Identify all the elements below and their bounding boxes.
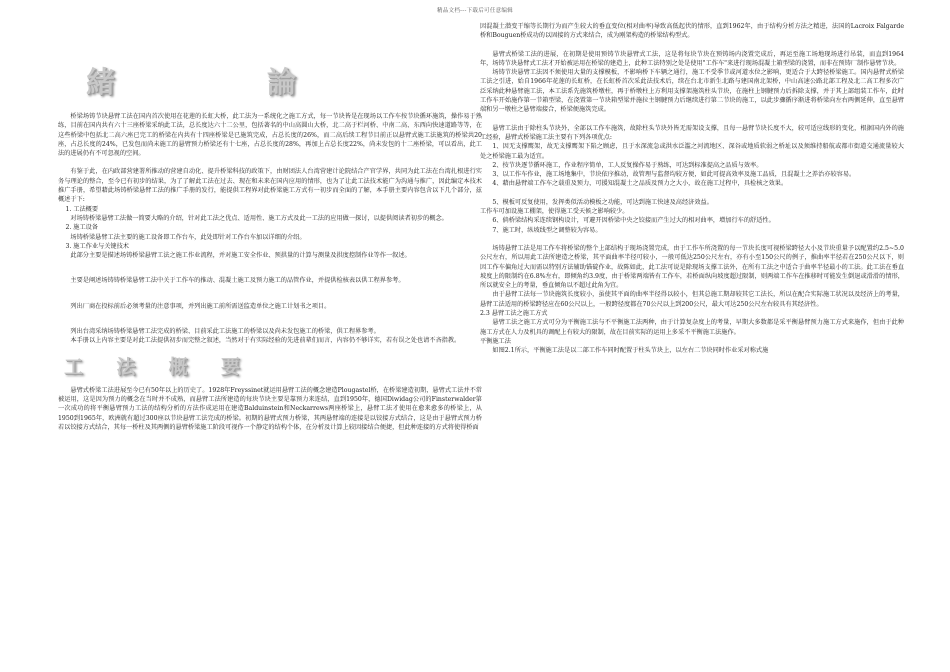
advantage-item-7: 7、施工时，纵坡线型之调整较为容易。	[492, 226, 602, 234]
advantage-item-2: 2、按节块逐节循环施工，作业程序简单，工人反复操作易于熟练，可达到标准提高之品质与效率。	[492, 161, 763, 169]
list-item-body-1: 对场铸桥梁悬臂工法做一简要大略的介绍，针对此工法之优点、适用性、施工方式及此一工法的应用做一探讨，以提供阅读者初步的概念。	[70, 214, 448, 222]
advantage-item-5-note: 工作车可加设施工棚架，使得施工受天候之影响较少。	[480, 208, 629, 216]
right-column	[480, 22, 904, 356]
chapter-title-char-1: 緒	[86, 65, 116, 99]
paragraph-closing: 本手册以上内容主要是对此工法提供初步而完整之叙述，当然对于有实际经验的先进前辈们而言，内容仍不够详实，若有误之处也请不吝指教。	[70, 337, 461, 345]
section-title-char-1: 工	[64, 355, 84, 378]
list-item-heading-1: 1. 工法概要	[65, 205, 99, 213]
section-title-char-4: 要	[220, 355, 240, 378]
paragraph-curvature: 场铸悬臂工法是用工作车将桥梁的整个上部结构于现场浇置完成，由于工作车所浇置的每一节块长度可视桥梁跨径大小及节块重量予以配置约2.5~5.0公尺左右，所以用此工法所建造之桥梁，其平面曲率半径可较小，一般可低达250公尺左右，亦有小至150公尺的例子，推曲率半径若在250公尺以下，则因工作车偏角过大而需以特别方法辅助锚碇作业，故陈如此，此工法可说是除现场支撑工法外，在所有工法之中适合于曲率半径最小的工法。此工法在垂直坡度上的限制约在6.8%左右，即倾角约3.9度，由于桥梁两端皆有工作车，若桥面纵向坡度超过限制，则两端工作车在推移时可能发生倒退或滑滑的情形，所以就安全上的考量，垂直倾角以不超过此角为宜。	[480, 244, 904, 290]
section-title-char-2: 法	[116, 355, 136, 378]
paragraph-span: 由于悬臂工法每一节块施筑长度较小，虽使其平面的曲率半径得以较小，但其总施工期却较其它工法长，所以在配合实际施工状况以及经济上的考量，悬臂工法适用的桥梁跨径应在60公尺以上，一般跨径度都在70公尺以上到200公尺，最大可达250公尺左右较具有其经济性。	[480, 291, 904, 308]
advantage-item-5: 5、模板可反复使用，发挥类似活动模板之功能，可达到施工快速及高经济效益。	[492, 198, 713, 206]
advantage-item-3: 3、以工作车作业，施工场地集中，节块依序推动，故管理与监督均较方便，如此可提高效率及施工品质，且混凝土之养治亦较容易。	[492, 171, 856, 179]
left-column	[58, 22, 482, 432]
paragraph-cast-in-place: 场铸节块悬臂工法因不须使用大量的支撑模板，不影响桥下车辆之通行，施工不受季节或河道水位之影响，更适合于大跨径桥梁施工。国内悬臂式桥梁工法之引进，始自1966年花莲的长虹桥，在长虹桥首次采此法技术后，续在台北市新生北路与建国南北架桥，中山高速公路北部工程及北二高工程多次广泛采纳此种悬臂施工法，本工法系先施筑桥墩柱，再于桥墩柱上方利用支撑架施筑柱头节块，在施柱上钢腱预力后拆除支撑，并于其上部组装工作车，此时工作车开始施作第一节箱型梁，在浇置第一节块箱型梁并施拉主钢腱预力后继续进行第二节块的施工，以此步骤循序渐进将桥梁向左右两侧延伸，直至悬臂端和另一墩柱之悬臂端接合，桥梁便施筑完成。	[480, 69, 904, 114]
page-header: 精品文档---下载后可任意编辑	[436, 8, 514, 14]
method-heading: 平衡施工法	[480, 337, 511, 345]
paragraph-tender: 列出厂商在投标前后必须考量的注意事项，并列出施工前所需送监造单位之施工计划书之项目。	[70, 302, 331, 310]
section-title-char-3: 概	[168, 355, 188, 378]
paragraph-precast: 悬臂式桥梁工法的进展，在初期是使用预铸节块悬臂式工法，这是将每块节块在预铸场内浇置完成后，再运至施工场地现场进行吊装，而直到1964年，场铸节块悬臂式工法才开始被运用在桥梁的建造上，此种工法特别之处是使用"工作车"来进行现场混凝土箱型梁的浇置，而非在预铸厂制作悬臂节块。	[480, 50, 904, 67]
advantage-item-4: 4、藉由悬臂端工作车之载重及预力，可援知混凝土之品质及预力之大小，故在施工过程中，具检核之效果。	[492, 180, 788, 188]
intro-paragraph-2: 有鉴于此，在内政部营建署所推动的营建自动化、提升桥梁科技的政策下，由财团法人台湾营建计论院结合产官学界，共同为此工法在台湾扎根进行实务与理论的整合，至今已有初步的结果，为了了解此工法在过去、现在和未来在国内应用的情形，也为了让此工法技术能广为沟通与推广，因此编定本技术推广手册，希望藉此场铸桥梁悬臂工法的推广手册的发行，能提供工程界对此桥梁施工方式有一初步而全面的了解，本手册主要内容包含以下几个部分，兹概述于下:	[58, 168, 482, 204]
chapter-title	[86, 66, 296, 98]
paragraph-advantages-intro: 悬臂工法由于除柱头节块外，全部以工作车施筑，故除柱头节块外皆无需架设支撑，且每一悬臂节块长度不大，较可适应线形的变化，根据国内外的施工经验，悬臂式桥梁施工法主要有下列各项优点:	[480, 124, 904, 141]
paragraph-quality: 主要是阐述场铸铸桥梁悬臂工法中关于工作车的推动、混凝土施工及预力施工的品管作业，并提供检核表以供工程界参考。	[70, 277, 405, 285]
advantage-item-6: 6、倘桥梁结构采连续钢构设计，可避开因桥梁中央之铰接而产生过大的相对曲率，增加行车的舒适性。	[492, 217, 775, 225]
list-item-heading-2: 2. 施工设备	[65, 224, 99, 232]
intro-paragraph-1: 桥梁场铸节块悬臂工法在国内首次使用在花莲的长虹大桥，此工法为一系统化之施工方式，每一节块皆是在现场以工作车按节块循环施筑，操作易于熟练，目前在国内共有六十三座桥梁采纳此工法，总长度达六十二公里，包括著名的中山高圆山大桥，北二高于栏河桥、中南二高、东西向快速道路等等，在这些桥梁中包括北二高六座已完工的桥梁在内共有十四座桥梁是已施筑完成，占总长度的26%，而二高后续工程节目前正以悬臂式施工法施筑的桥梁共20座，占总长度的24%，已发包而尚未施工的悬臂预力桥梁还有十七座，占总长度的28%，再加上占总长度22%，尚未发包的十二座桥梁，可以看出，此工法的进展仍有不可忽视的空间。	[58, 113, 482, 158]
paragraph-continued: 因混凝土潜变干缩等长期行为而产生较大的垂直变位(相对曲率)导致高低起伏的情形，直到1962年，由于结构分析方法之精进，法国的Lacroix Falgarde桥和Bouguen桥成功的以固接的方式来结合，成为刚架构造的桥梁结构型式。	[480, 23, 904, 40]
list-item-body-2: 场铸桥梁悬臂工法主要的施工设备即工作台车，此处即针对工作台车加以详细的介绍。	[70, 233, 306, 241]
list-item-heading-3: 3. 施工作业与关键技术	[65, 242, 129, 250]
advantage-item-1: 1、因无支撑鹰架，故无支撑鹰架下陷之顾虑，且于水深流急或洪水泛滥之河流地区、深谷或地质软弱之桥址以及须维持船航或都市街道交通流量较大处之桥梁施工最为适宜。	[480, 143, 904, 160]
section-title	[64, 356, 240, 378]
subsection-heading: 2.3 悬臂工法之施工方式	[480, 310, 548, 318]
paragraph-bridge-list: 列出台湾采纳场铸桥梁悬臂工法完成的桥梁、目前采此工法施工的桥梁以及尚未发包施工的桥梁，供工程界参考。	[70, 328, 380, 336]
chapter-title-char-2: 論	[266, 65, 296, 99]
paragraph-methods: 悬臂工法之施工方式可分为平衡施工法与不平衡施工法两种，由于计算复杂度上的考量，早期大多数都是采平衡悬臂预力施工方式来施作，但由于此种施工方式在人力及机具的调配上有较大的限制，故在目前实际的运用上多采不平衡施工法施作。	[480, 319, 904, 336]
paragraph-history: 悬臂式桥梁工法进展至今已有50年以上的历史了。1928年Freyssinet就运用悬臂工法的概念建造Plougastel桥，在桥梁建造初期，悬臂式工法并不常被运用，这是因为预力的概念在当时并不成熟，而悬臂工法所建造的每块节块主要是靠预力来连结，直到1950年，德国Diwidag公司的Finsterwalder第一次成功的将平衡悬臂预力工法的结构分析的方法作成运用在建造Balduinstein和Neckarrews两座桥梁上，悬臂工法才使用在愈来愈多的桥梁上，从1950到1965年，欧洲就有超过300座以节块悬臂工法完成的桥梁。初期的悬臂式预力桥梁，其两悬臂端的连接是以铰接方式结合，这是由于悬臂式预力桥若以铰接方式结合，其每一桥柱及其两侧的悬臂桥梁施工阶段可视作一个静定的结构个体，在分析及计算上较因接结合便捷，但此种连接的方式将使得桥面	[58, 386, 482, 431]
list-item-body-3: 此部分主要是描述场铸桥梁悬臂工法之施工作业流程，并对施工安全作业、预拱量的计算与测量及拱度控制作业等作一叙述。	[70, 252, 411, 260]
paragraph-balanced: 如图2.1所示，平衡施工法是以二部工作车同时配置于柱头节块上，以左右二节块同时作业采对称式施	[492, 347, 769, 355]
